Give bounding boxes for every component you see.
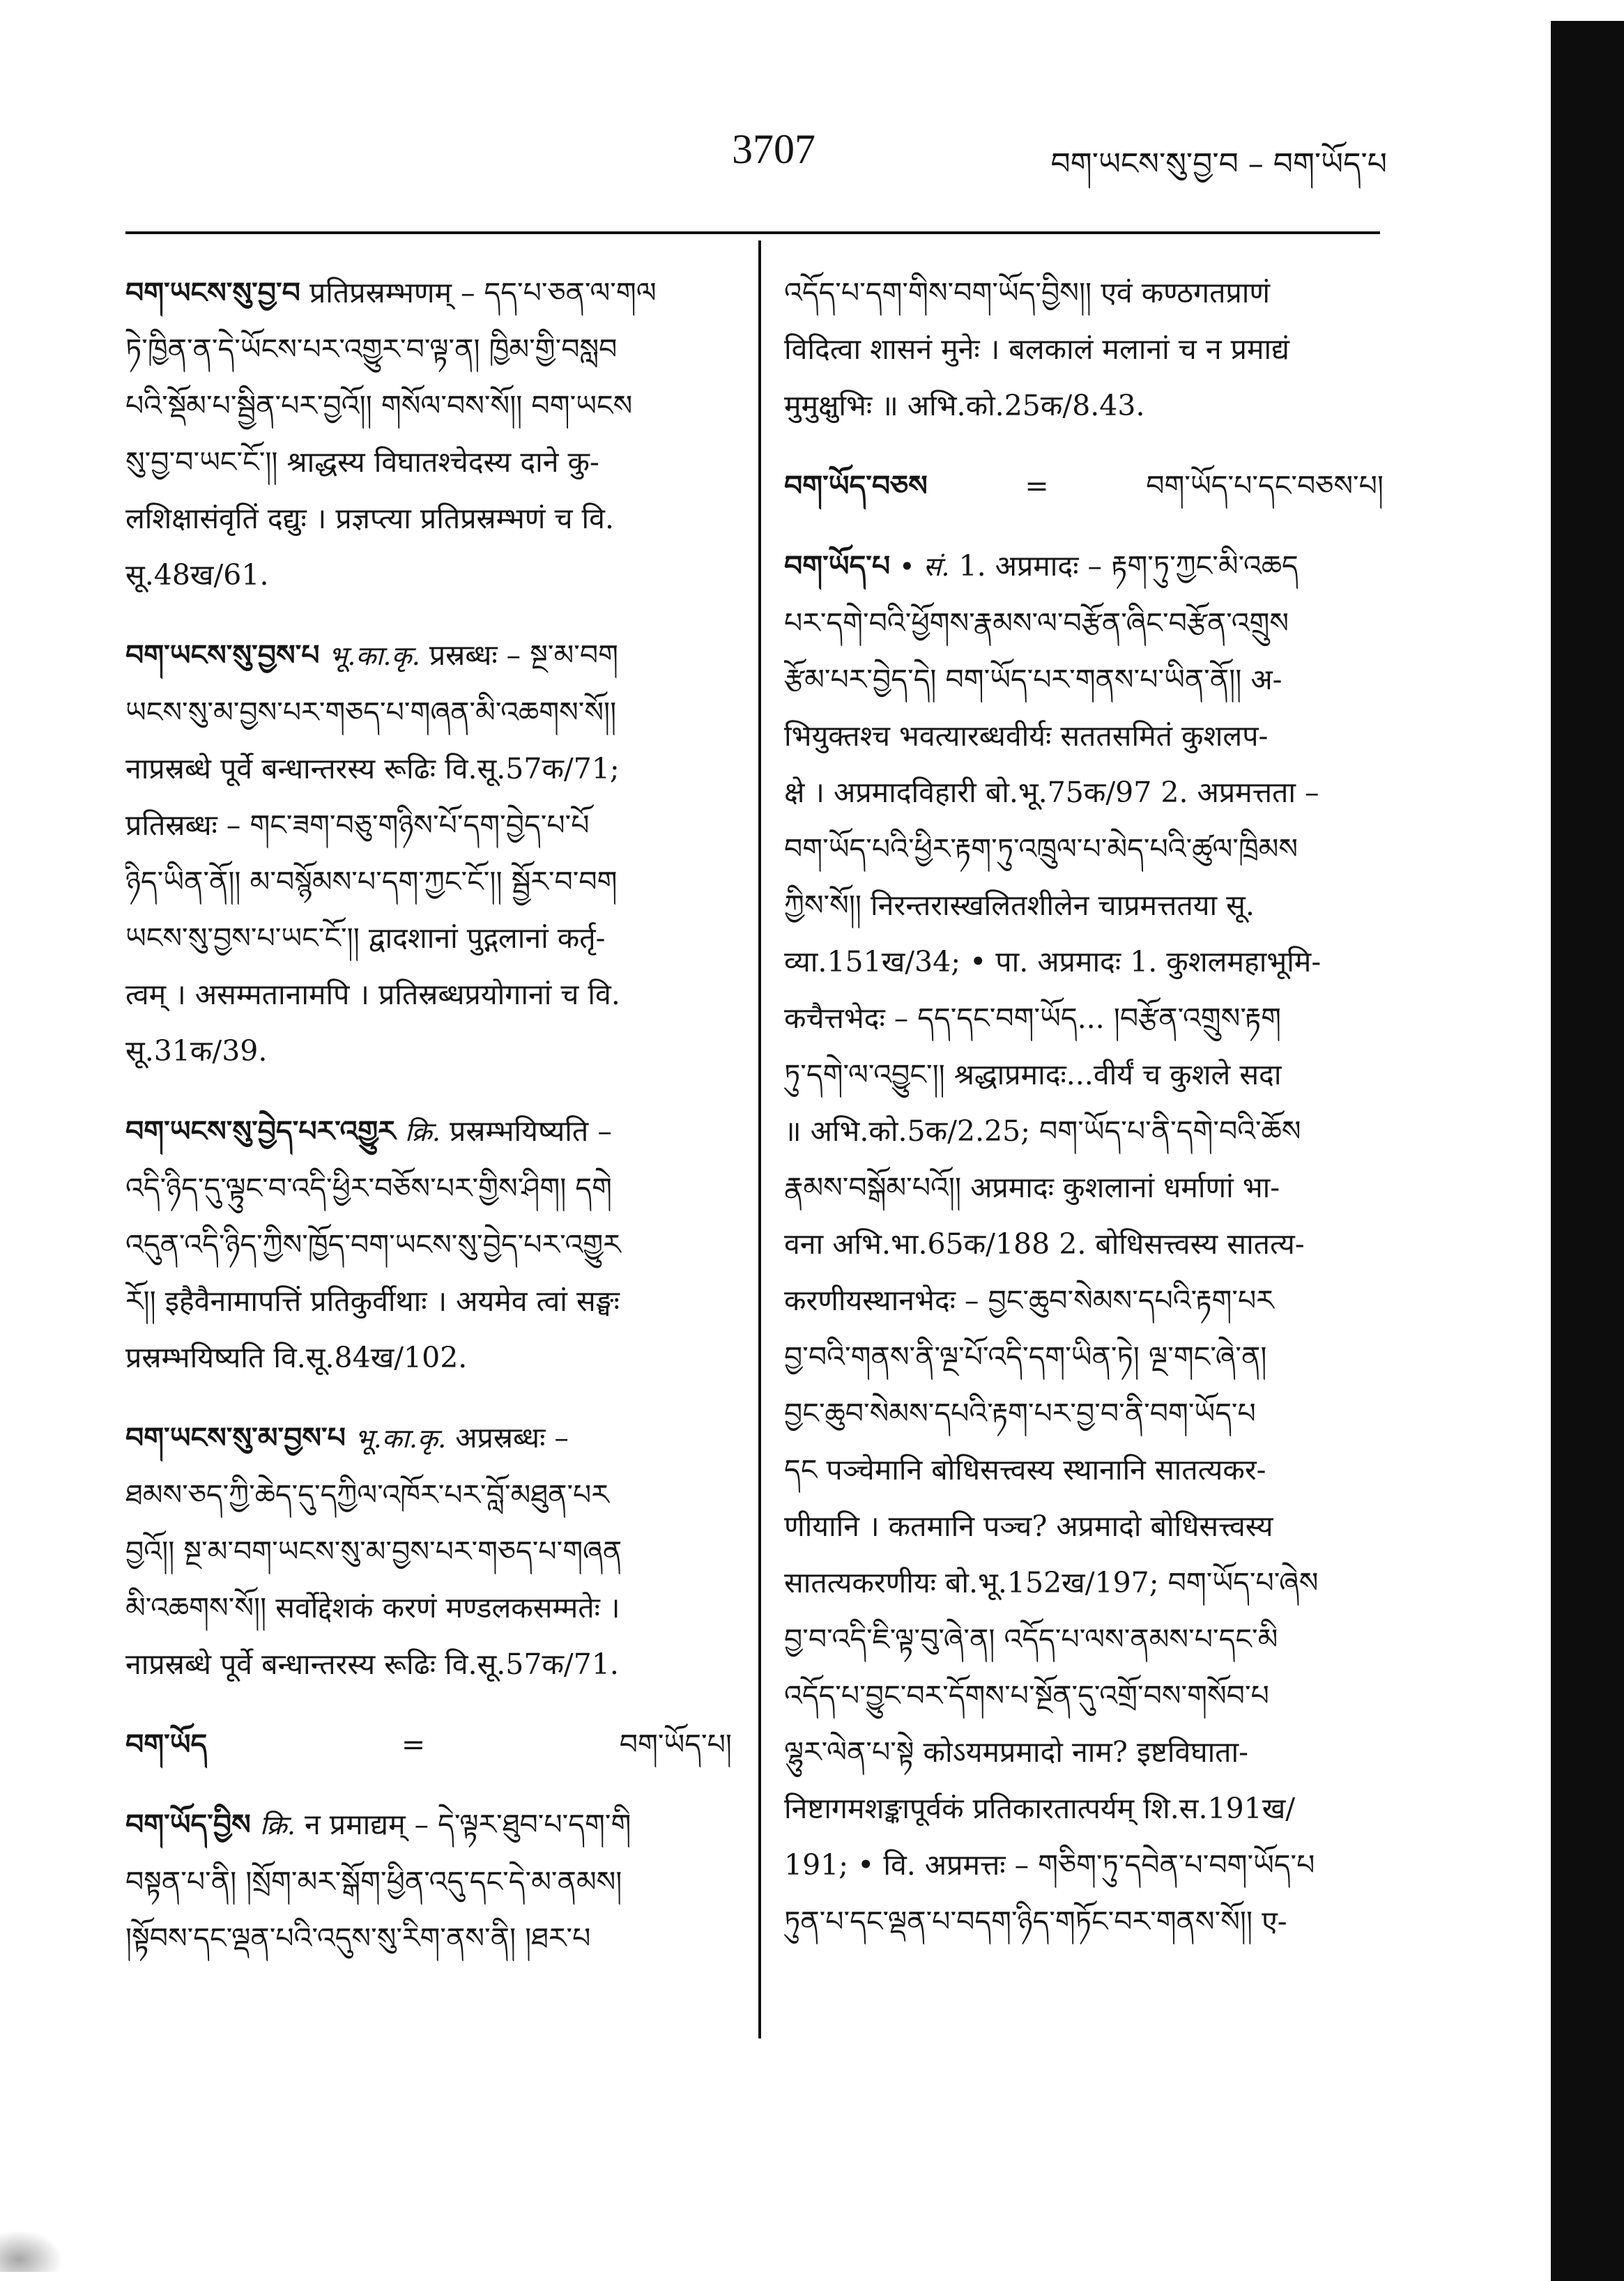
entry-text: རོ།། इहैवैनामापत्तिं प्रतिकुर्वीथाः । अयमेव त्वां सङ्घः — [125, 1284, 620, 1318]
entry-line — [784, 1385, 1384, 1442]
running-head: བག་ཡངས་སུ་བྱ་བ – བག་ཡོད་པ — [1050, 146, 1387, 182]
entry-line — [125, 1523, 732, 1580]
entry-line — [784, 1668, 1384, 1724]
entry-text: भियुक्तश्च भवत्यारब्धवीर्यः सततसमितं कुशलप- — [784, 719, 1269, 753]
entry-line — [125, 627, 732, 684]
entry-text: न प्रमाद्यम् – དེ་ལྟར་ཐུབ་པ་དག་གི — [305, 1808, 631, 1841]
right-column — [784, 265, 1384, 1974]
entry-line — [784, 595, 1384, 652]
dictionary-entry — [784, 538, 1384, 1950]
entry-text: अप्रस्रब्धः – — [455, 1421, 569, 1454]
entry-text: वना अभि.भा.65क/188 2. बोधिसत्त्वस्य सातत्य- — [784, 1227, 1305, 1261]
entry-line — [784, 821, 1384, 877]
entry-text: ॥ अभि.को.5क/2.25; བག་ཡོད་པ་ནི་དགེ་བའི་ཆོས — [784, 1114, 1301, 1148]
entry-text: སུ་བྱ་བ་ཡང་ངོ་།། श्राद्धस्य विघातश्चेदस्य दाने कु- — [125, 445, 599, 479]
entry-text: त्वम् । असम्मतानामपि । प्रतिस्रब्धप्रयोगानां च वि. — [125, 978, 620, 1011]
entry-line — [125, 967, 732, 1023]
entry-line — [125, 1023, 732, 1080]
entry-text: करणीयस्थानभेदः – བྱང་ཆུབ་སེམས་དཔའི་རྟག་པར — [784, 1284, 1274, 1317]
entry-line — [125, 797, 732, 854]
entry-line — [784, 652, 1384, 708]
entry-headword: བག་ཡོད་པ — [784, 549, 891, 583]
entry-line — [784, 934, 1384, 990]
entry-line — [784, 1216, 1384, 1273]
entry-line — [784, 1160, 1384, 1216]
entry-headword: བག་ཡངས་སུ་བྱེད་པར་འགྱུར — [125, 1114, 396, 1148]
entry-text: པའི་སྡོམ་པ་སྦྱིན་པར་བྱའོ།། གསོལ་བས་སོ།། བག་ཡངས — [125, 389, 633, 422]
scan-edge-black-bar — [1551, 21, 1624, 2281]
entry-line — [784, 1894, 1384, 1950]
entry-text: ལྷུར་ལེན་པ་སྟེ कोऽयमप्रमादो नाम? इष्टविघाता- — [784, 1735, 1249, 1769]
entry-line — [784, 321, 1384, 378]
entry-text: मुमुक्षुभिः ॥ अभि.को.25क/8.43. — [784, 389, 1145, 422]
entry-text: 1. अप्रमादः – རྟག་ཏུ་ཀྱང་མི་འཆད — [958, 549, 1299, 583]
entry-text: नाप्रस्रब्धे पूर्वे बन्धान्तरस्य रूढिः वि.सू.57क/71. — [125, 1648, 619, 1681]
entry-headword: བག་ཡོད་བཅས — [784, 469, 928, 502]
entry-continuation — [784, 265, 1384, 434]
entry-line — [125, 1103, 732, 1160]
entry-text: ཏུན་པ་དང་ལྡན་པ་བདག་ཉིད་གཏོང་བར་གནས་སོ།། ए- — [784, 1905, 1287, 1938]
entry-line — [125, 741, 732, 797]
entry-line — [784, 378, 1384, 434]
entry-line — [784, 1442, 1384, 1498]
entry-line — [125, 1797, 732, 1854]
entry-text: सू.48ख/61. — [125, 558, 269, 592]
entry-headword: བག་ཡོད་བྱིས — [125, 1808, 251, 1841]
page-number: 3707 — [732, 126, 815, 172]
grammar-tag: भू.का.कृ. — [355, 1423, 447, 1454]
column-divider — [758, 240, 761, 2038]
entry-line — [125, 434, 732, 491]
entry-line — [784, 1103, 1384, 1160]
entry-line — [125, 1410, 732, 1467]
entry-line — [125, 1910, 732, 1967]
entry-headword: བག་ཡོད — [125, 1728, 208, 1761]
cross-reference-entry — [125, 1716, 732, 1773]
entry-line — [784, 1555, 1384, 1611]
entry-line — [784, 1781, 1384, 1837]
scan-smudge — [0, 2230, 63, 2272]
entry-text: 191; • वि. अप्रमत्तः – གཅིག་ཏུ་དབེན་པ་བག་ཡོད་པ — [784, 1848, 1315, 1882]
entry-line — [125, 378, 732, 434]
dictionary-entry — [125, 627, 732, 1080]
entry-text: ཐམས་ཅད་ཀྱི་ཆེད་དུ་དཀྱིལ་འཁོར་པར་བློ་མཐུན་པར — [125, 1478, 609, 1512]
equals-sign: = — [401, 1728, 426, 1761]
entry-line — [784, 1837, 1384, 1894]
dictionary-entry — [125, 1797, 732, 1967]
entry-line — [125, 1467, 732, 1523]
grammar-tag: • सं. — [899, 551, 950, 582]
entry-line — [784, 265, 1384, 321]
entry-headword: བག་ཡངས་སུ་བྱས་པ — [125, 638, 320, 672]
entry-line — [784, 1047, 1384, 1103]
entry-text: प्रतिप्रस्रम्भणम् – དད་པ་ཅན་ལ་གལ — [309, 276, 657, 309]
entry-text: རྣམས་བསྒོམ་པའོ།། अप्रमादः कुशलानां धर्माणां भा- — [784, 1171, 1280, 1204]
entry-line — [125, 1636, 732, 1693]
entry-text: ཀྱིས་སོ།། निरन्तरास्खलितशीलेन चाप्रमत्ततया सू. — [784, 889, 1255, 922]
entry-text: ཡངས་སུ་བྱས་པ་ཡང་ངོ་།། द्वादशानां पुद्गलानां कर्तृ- — [125, 921, 606, 955]
entry-line — [784, 990, 1384, 1047]
entry-line — [125, 1580, 732, 1636]
entry-text: པར་དགེ་བའི་ཕྱོགས་རྣམས་ལ་བརྩོན་ཞིང་བརྩོན་འགྲུས — [784, 606, 1289, 640]
header-rule — [125, 231, 1380, 234]
entry-text: प्रस्रम्भयिष्यति वि.सू.84ख/102. — [125, 1341, 468, 1374]
entry-line — [125, 1330, 732, 1386]
entry-text: བྱང་ཆུབ་སེམས་དཔའི་རྟག་པར་བྱ་བ་ནི་བག་ཡོད་པ — [784, 1397, 1256, 1430]
entry-line — [784, 708, 1384, 765]
entry-text: ཡངས་སུ་མ་བྱས་པར་གཅད་པ་གཞན་མི་འཆགས་སོ།། — [125, 696, 617, 729]
entry-text: कचैत्तभेदः – དད་དང་བག་ཡོད... །བརྩོན་འགྲུས་རྟག — [784, 1001, 1282, 1035]
entry-line — [784, 1498, 1384, 1555]
grammar-tag: भू.का.कृ. — [328, 640, 420, 671]
entry-line — [784, 1724, 1384, 1781]
entry-text: प्रस्रब्धः – སྔ་མ་བག — [429, 638, 618, 672]
entry-line — [784, 538, 1384, 595]
entry-text: सातत्यकरणीयः बो.भू.152ख/197; བག་ཡོད་པ་ཞེས — [784, 1566, 1319, 1599]
entry-line — [784, 1273, 1384, 1329]
grammar-tag: क्रि. — [404, 1116, 441, 1147]
entry-line — [125, 684, 732, 741]
entry-line — [125, 910, 732, 967]
entry-text: བྱ་བ་འདི་ཇི་ལྟ་བུ་ཞེ་ན། འདོད་པ་ལས་ནམས་པ་དང་མི — [784, 1622, 1278, 1656]
entry-text: འདོད་པ་དག་གིས་བག་ཡོད་བྱིས།། एवं कण्ठगतप्राणं — [784, 276, 1271, 309]
entry-text: །སྟོབས་དང་ལྡན་པའི་འདུས་སུ་རིག་ནས་ནི། །ཐར་པ — [125, 1921, 591, 1955]
entry-line — [125, 1160, 732, 1217]
cross-reference-target: བག་ཡོད་པ། — [619, 1728, 732, 1761]
entry-line — [125, 854, 732, 910]
entry-text: འདོད་པ་བྱུང་བར་དོགས་པ་སྔོན་དུ་འགྲོ་བས་གསོབ་པ — [784, 1679, 1269, 1712]
entry-text: नाप्रस्रब्धे पूर्वे बन्धान्तरस्य रूढिः वि.सू.57क/71; — [125, 752, 620, 785]
entry-text: प्रतिस्रब्धः – གང་ཟག་བཅུ་གཉིས་པོ་དག་བྱེད་པ་པོ — [125, 808, 590, 842]
entry-text: निष्टागमशङ्कापूर्वकं प्रतिकारतात्पर्यम् शि.स.191ख/ — [784, 1792, 1296, 1825]
entry-line — [125, 491, 732, 547]
entry-text: བསྟན་པ་ནི། །སྲོག་མར་སྒོག་ཕྱིན་འདུ་དང་དེ་མ་ནམས། — [125, 1865, 622, 1898]
entry-line — [784, 1329, 1384, 1385]
entry-text: བྱ་བའི་གནས་ནི་ལྔ་པོ་འདི་དག་ཡིན་ཏེ། ལྔ་གང་ཞེ་ན། — [784, 1340, 1267, 1374]
entry-text: མི་འཆགས་སོ།། सर्वोद्देशकं करणं मण्डलकसम्मतेः । — [125, 1591, 620, 1625]
entry-text: विदित्वा शासनं मुनेः । बलकालं मलानां च न प्रमाद्यं — [784, 332, 1289, 366]
entry-text: प्रस्रम्भयिष्यति – — [449, 1114, 612, 1148]
entry-text: འདུན་འདི་ཉིད་ཀྱིས་ཁྱོད་བག་ཡངས་སུ་བྱེད་པར་འགྱུར — [125, 1228, 621, 1261]
entry-text: རྩོམ་པར་བྱེད་དེ། བག་ཡོད་པར་གནས་པ་ཡིན་ནོ།། अ- — [784, 663, 1282, 696]
entry-line — [125, 321, 732, 378]
entry-line — [125, 1273, 732, 1330]
entry-text: འདི་ཉིད་དུ་ལྟུང་བ་འདི་ཕྱིར་བཅོས་པར་གྱིས་ཤིག། དགེ — [125, 1172, 612, 1205]
entry-text: सू.31क/39. — [125, 1034, 268, 1068]
entry-text: བྱའོ།། སྔ་མ་བག་ཡངས་སུ་མ་བྱས་པར་གཅད་པ་གཞན — [125, 1535, 622, 1568]
entry-text: དང पञ्चेमानि बोधिसत्त्वस्य स्थानानि सातत्यकर- — [784, 1453, 1266, 1487]
entry-text: णीयानि । कतमानि पञ्च? अप्रमादो बोधिसत्त्वस्य — [784, 1510, 1273, 1543]
entry-line — [784, 1611, 1384, 1668]
entry-line — [125, 1217, 732, 1273]
entry-line — [784, 765, 1384, 821]
entry-line — [125, 547, 732, 604]
equals-sign: = — [1025, 469, 1049, 502]
dictionary-entry — [125, 1103, 732, 1386]
entry-line — [125, 265, 732, 321]
cross-reference-target: བག་ཡོད་པ་དང་བཅས་པ། — [1146, 469, 1384, 502]
grammar-tag: क्रि. — [259, 1810, 296, 1841]
entry-headword: བག་ཡངས་སུ་བྱ་བ — [125, 276, 300, 309]
dictionary-entry — [125, 265, 732, 604]
entry-text: ཉིད་ཡིན་ནོ།། མ་བསྙོམས་པ་དག་ཀྱང་ངོ་།། སྦྱོར་བ་བག — [125, 865, 618, 898]
entry-text: व्या.151ख/34; • पा. अप्रमादः 1. कुशलमहाभूमि- — [784, 945, 1322, 978]
entry-text: क्षे । अप्रमादविहारी बो.भू.75क/97 2. अप्रमत्तता – — [784, 776, 1319, 809]
cross-reference-entry — [784, 458, 1384, 514]
entry-line — [784, 877, 1384, 934]
left-column — [125, 265, 732, 1990]
entry-headword: བག་ཡངས་སུ་མ་བྱས་པ — [125, 1421, 346, 1454]
entry-text: लशिक्षासंवृतिं दद्युः । प्रज्ञप्त्या प्रतिप्रस्रम्भणं च वि. — [125, 502, 614, 535]
entry-text: ཏུ་དགེ་ལ་འབྱུང་།། श्रद्धाप्रमादः...वीर्यं च कुशले सदा — [784, 1058, 1282, 1091]
entry-text: ཏེ་ཁྱིན་ན་དེ་ཡོངས་པར་འགྱུར་བ་ལྟ་ན། ཁྱིམ་གྱི་བསླབ — [125, 332, 618, 366]
entry-line — [125, 1854, 732, 1910]
entry-text: བག་ཡོད་པའི་ཕྱིར་རྟག་ཏུ་འཁྲུལ་པ་མེད་པའི་ཚུལ་ཁྲིམས — [784, 832, 1299, 866]
dictionary-entry — [125, 1410, 732, 1693]
